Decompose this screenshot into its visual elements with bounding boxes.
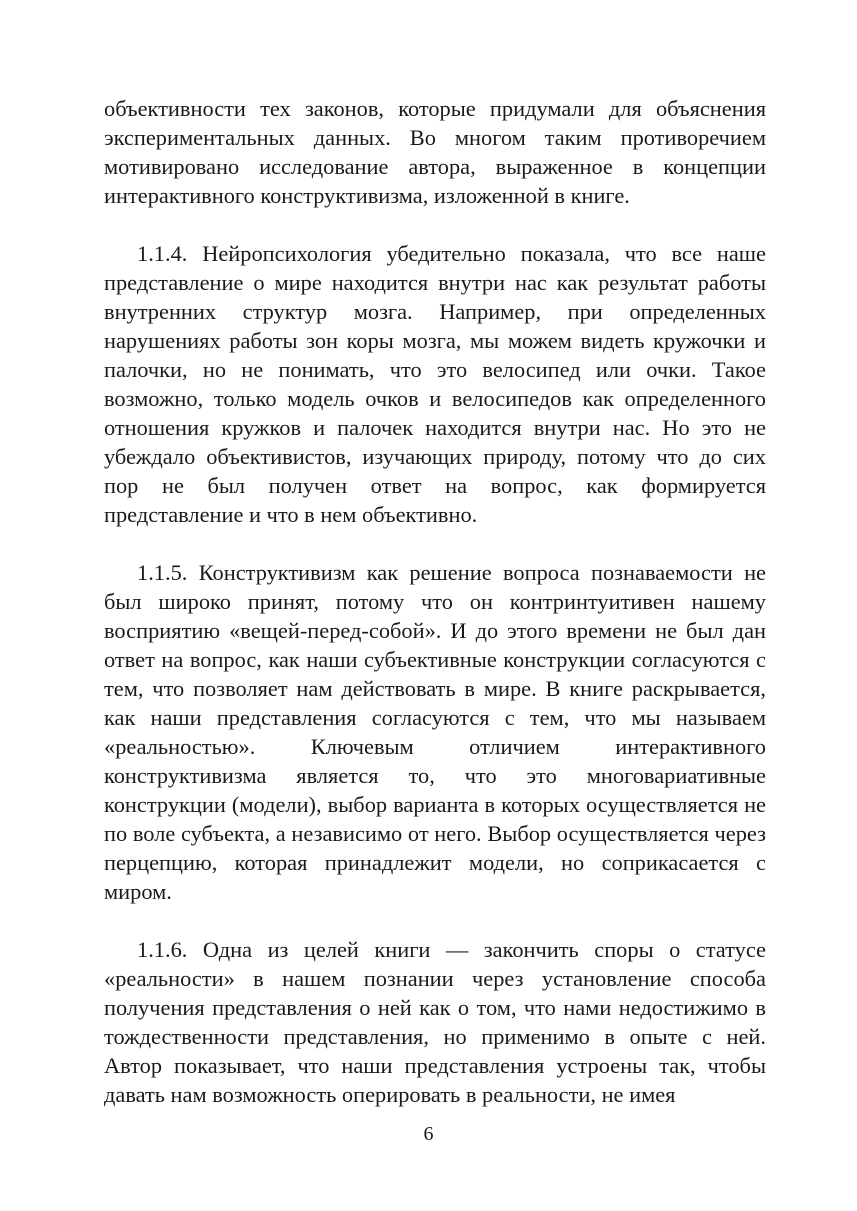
paragraph-1-1-5: 1.1.5. Конструктивизм как решение вопроса познаваемости не был широко принят, потому что он контринтуитивен нашему восприятию «вещей-перед-собой». И до этого времени не был дан ответ на вопрос, как наши субъективные конструкции согласуются с тем, что позволяет нам действовать в мире. В книге раскрывается, как наши представления согласуются с тем, что мы называем «реальностью». Ключевым отличием интерактивного конструктивизма является то, что это многовариативные конструкции (модели), выбор варианта в которых осуществляется не по воле субъекта, а независимо от него. Выбор осуществляется через перцепцию, которая принадлежит модели, но соприкасается с миром. bbox=[104, 560, 766, 904]
paragraph-1-1-4: 1.1.4. Нейропсихология убедительно показала, что все наше представление о мире находится внутри нас как результат работы внутренних структур мозга. Например, при определенных нарушениях работы зон коры мозга, мы можем видеть кружочки и палочки, но не понимать, что это велосипед или очки. Такое возможно, только модель очков и велосипедов как определенного отношения кружков и палочек находится внутри нас. Но это не убеждало объективистов, изучающих природу, потому что до сих пор не был получен ответ на вопрос, как формируется представление и что в нем объективно. bbox=[104, 241, 766, 527]
page-number: 6 bbox=[423, 1123, 434, 1145]
page-body bbox=[104, 94, 766, 1109]
paragraph-1-1-6: 1.1.6. Одна из целей книги — закончить споры о статусе «реальности» в нашем познании через установление способа получения представления о ней как о том, что нами недостижимо в тождественности представления, но применимо в опыте с ней. Автор показывает, что наши представления устроены так, чтобы давать нам возможность оперировать в реальности, не имея bbox=[104, 937, 766, 1107]
paragraph-continuation: объективности тех законов, которые придумали для объяснения экспериментальных данных. Во многом таким противоречием мотивировано исследование автора, выраженное в концепции интерактивного конструктивизма, изложенной в книге. bbox=[104, 96, 766, 208]
